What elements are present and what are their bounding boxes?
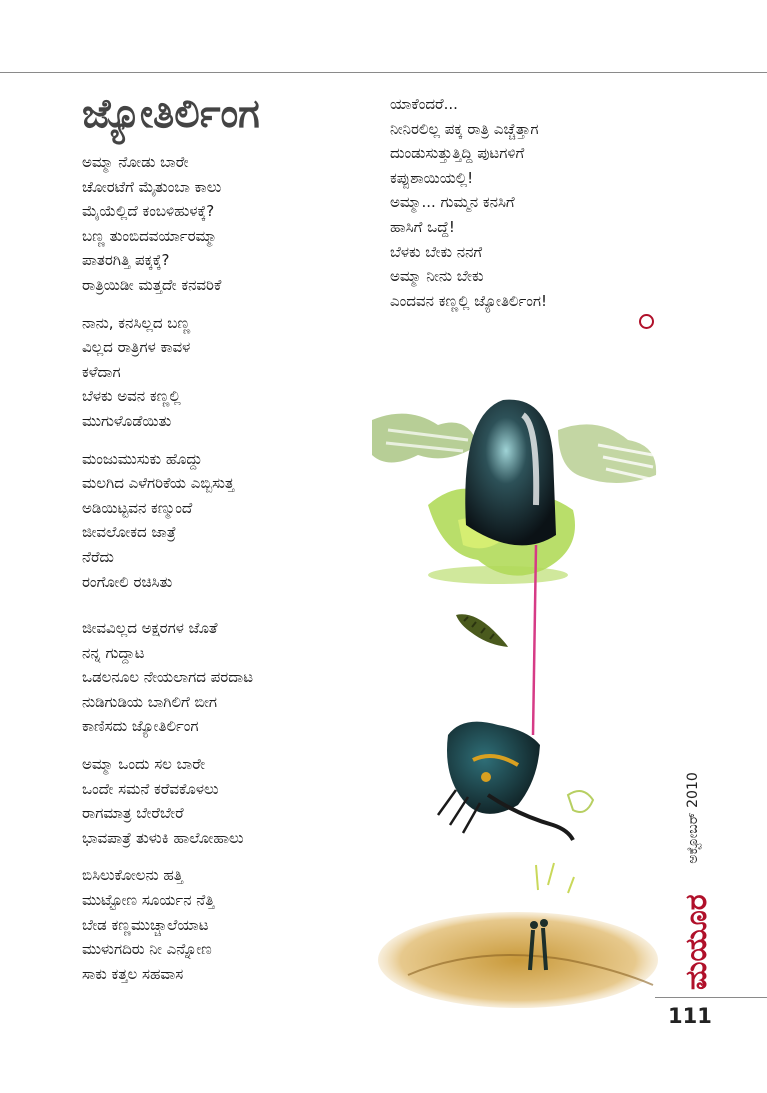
poem-line: ದುಂಡುಸುತ್ತುತ್ತಿದ್ದಿ ಪುಟಗಳಿಗೆ (390, 144, 525, 163)
stanza (82, 752, 352, 850)
poem-line: ಚೋರಟೆಗೆ ಮೈತುಂಬಾ ಕಾಲು (82, 177, 222, 196)
poem-line: ಹಾಸಿಗೆ ಒದ್ದೆ! (390, 217, 455, 236)
stanza (82, 150, 352, 298)
stanza (390, 92, 650, 313)
poem-line: ಕಾಣಿಸದು ಜ್ಯೋತಿರ್ಲಿಂಗ (82, 717, 199, 736)
poem-line: ವಿಲ್ಲದ ರಾತ್ರಿಗಳ ಕಾವಳ (82, 338, 191, 357)
poem-line: ಕಪ್ಪುಶಾಯಿಯಲ್ಲಿ! (390, 168, 474, 187)
poem-line: ಜೀವವಿಲ್ಲದ ಅಕ್ಷರಗಳ ಜೊತೆ (82, 619, 218, 638)
poem-line: ಸಾಕು ಕತ್ತಲ ಸಹವಾಸ (82, 964, 184, 983)
poem-line: ರಾಗಮಾತ್ರ ಬೇರೆಬೇರೆ (82, 804, 184, 823)
stanza (82, 863, 352, 986)
end-of-poem-circle-icon (639, 314, 654, 329)
stanza (82, 447, 352, 595)
poem-line: ಎಂದವನ ಕಣ್ಣಲ್ಲಿ ಜ್ಯೋತಿರ್ಲಿಂಗ! (390, 291, 548, 310)
poem-line: ಮೈಯೆಲ್ಲಿದೆ ಕಂಬಳಿಹುಳಕ್ಕೆ? (82, 202, 215, 221)
poem-line: ಮುಟ್ಟೋಣ ಸೂರ್ಯನ ನೆತ್ತಿ (82, 891, 215, 910)
poem-right-column (390, 92, 650, 326)
poem-left-column (82, 150, 352, 999)
poem-line: ನೆರೆದು (82, 547, 114, 566)
poem-line: ಕಳೆದಾಗ (82, 362, 121, 381)
poem-line: ನಾನು, ಕನಸಿಲ್ಲದ ಬಣ್ಣ (82, 313, 191, 332)
stanza (82, 616, 352, 739)
page-number: 111 (668, 1004, 712, 1028)
mayura-masthead-logo (674, 892, 714, 992)
poem-title: ಜ್ಯೋತಿರ್ಲಿಂಗ (82, 91, 260, 137)
top-rule (0, 72, 767, 73)
poem-line: ನೀನಿರಲಿಲ್ಲ ಪಕ್ಕ ರಾತ್ರಿ ಎಚ್ಚೆತ್ತಾಗ (390, 119, 539, 138)
poem-line: ಮುಳುಗದಿರು ನೀ ಎನ್ನೋಣ (82, 940, 212, 959)
poem-line: ಬಿಸಿಲುಕೋಲನು ಹತ್ತಿ (82, 866, 183, 885)
issue-date-text: ಅಕ್ಟೋಬರ್ 2010 (685, 772, 701, 864)
poem-line: ಭಾವಪಾತ್ರೆ ತುಳುಕಿ ಹಾಲೋಹಾಲು (82, 828, 244, 847)
poem-line: ನುಡಿಗುಡಿಯ ಬಾಗಿಲಿಗೆ ಬೀಗ (82, 692, 218, 711)
footer-rule (655, 997, 767, 998)
masthead-text: ಮಯೂರ (679, 894, 714, 990)
stanza (82, 311, 352, 434)
poem-line: ಪಾತರಗಿತ್ತಿ ಪಕ್ಕಕ್ಕೆ? (82, 251, 170, 270)
poem-line: ಅಮ್ಮಾ... ಗುಮ್ಮನ ಕನಸಿಗೆ (390, 193, 515, 212)
issue-date (678, 770, 708, 880)
poem-line: ಒಂದೇ ಸಮನೆ ಕರೆವಕೊಳಲು (82, 779, 219, 798)
poem-line: ಅಡಿಯಿಟ್ಟವನ ಕಣ್ಮುಂದೆ (82, 498, 193, 517)
poem-line: ಬೇಡ ಕಣ್ಣಮುಚ್ಚಾಲೆಯಾಟ (82, 915, 209, 934)
poem-line: ಬೆಳಕು ಅವನ ಕಣ್ಣಲ್ಲಿ (82, 387, 181, 406)
poem-line: ಒಡಲನೂಲ ನೇಯಲಾಗದ ಪರದಾಟ (82, 668, 253, 687)
poem-line: ನನ್ನ ಗುದ್ದಾಟ (82, 643, 145, 662)
poem-line: ಜೀವಲೋಕದ ಜಾತ್ರೆ (82, 523, 177, 542)
poem-line: ಮುಗುಳೊಡೆಯಿತು (82, 411, 172, 430)
poem-line: ಮಂಜುಮುಸುಕು ಹೊದ್ದು (82, 449, 203, 468)
poem-line: ರಂಗೋಲಿ ರಚಿಸಿತು (82, 572, 173, 591)
poem-line: ಮಲಗಿದ ಎಳೆಗರಿಕೆಯ ಎಬ್ಬಿಸುತ್ತ (82, 474, 235, 493)
poem-line: ಯಾಕೆಂದರೆ... (390, 95, 458, 113)
poem-line: ರಾತ್ರಿಯಿಡೀ ಮತ್ತದೇ ಕನವರಿಕೆ (82, 275, 222, 294)
poem-line: ಅಮ್ಮಾ ಒಂದು ಸಲ ಬಾರೇ (82, 755, 206, 774)
poem-line: ಬಣ್ಣ ತುಂಬಿದವರ್ಯಾರಮ್ಮಾ (82, 226, 218, 245)
poem-line: ಅಮ್ಮಾ ನೀನು ಬೇಕು (390, 267, 484, 286)
poem-line: ಅಮ್ಮಾ ನೋಡು ಬಾರೇ (82, 153, 189, 171)
illustration-lingam-caterpillar-butterfly (368, 385, 660, 1010)
poem-line: ಬೆಳಕು ಬೇಕು ನನಗೆ (390, 242, 483, 261)
